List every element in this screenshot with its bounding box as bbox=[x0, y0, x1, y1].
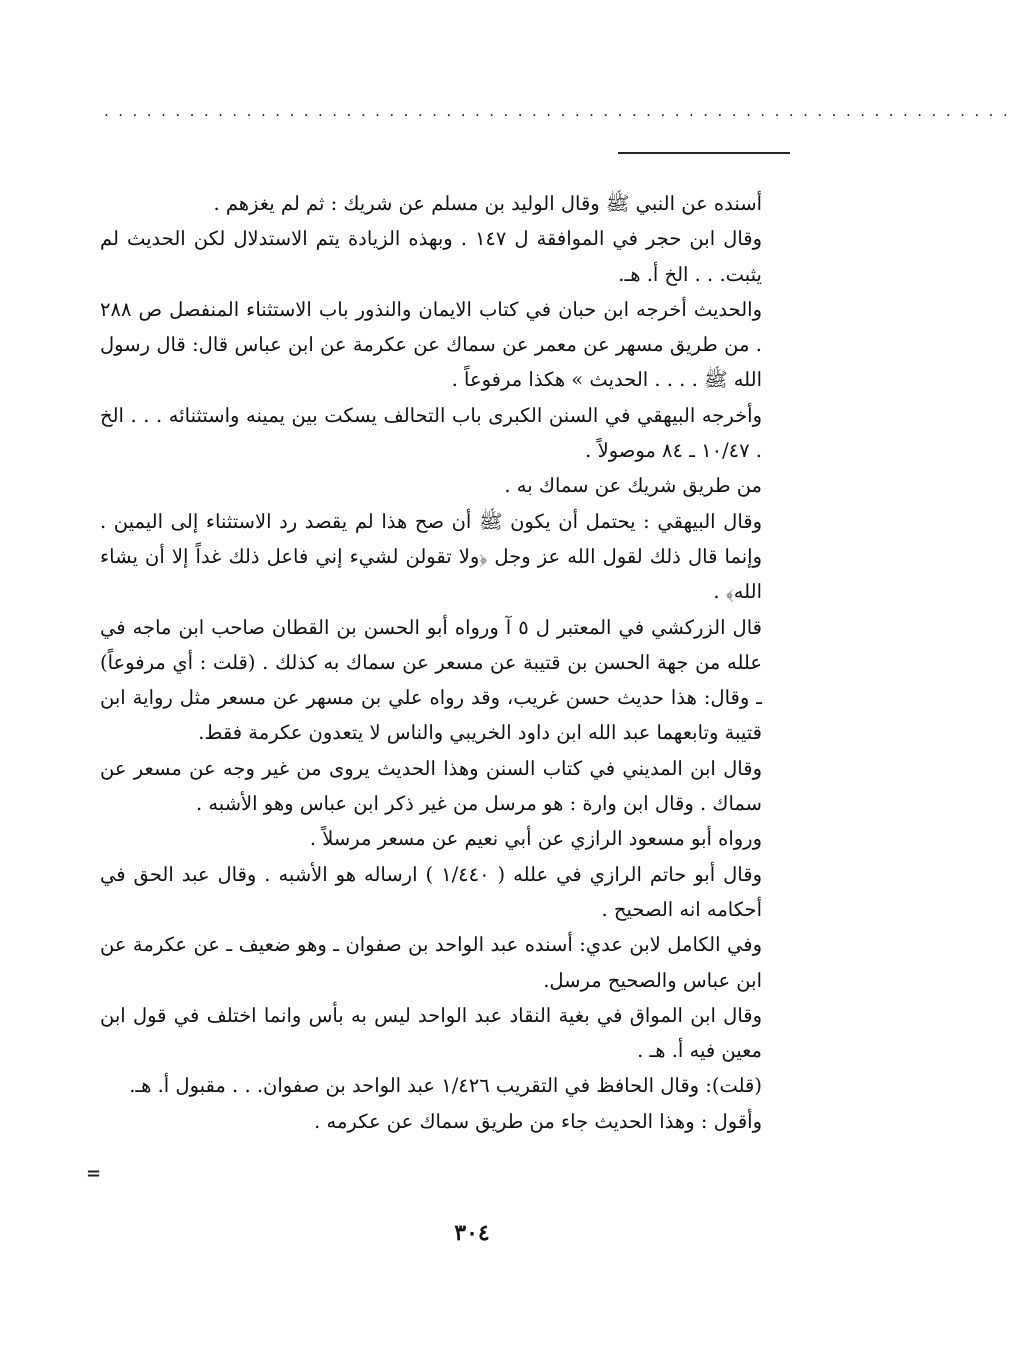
paragraph-14: وأقول : وهذا الحديث جاء من طريق سماك عن عكرمه . bbox=[314, 1109, 762, 1133]
footnote-body bbox=[100, 186, 762, 1139]
paragraph-3: والحديث أخرجه ابن حبان في كتاب الايمان والنذور باب الاستثناء المنفصل ص ٢٨٨ . من طريق مسهر عن معمر عن سماك عن عكرمة عن ابن عباس قال: قال رسول الله ﷺ . . . . الحديث » هكذا مرفوعاً . bbox=[100, 297, 762, 392]
paragraph-13: (قلت): وقال الحافظ في التقريب ١/٤٢٦ عبد الواحد بن صفوان. . . مقبول أ. هـ. bbox=[129, 1074, 762, 1098]
paragraph-1: أسنده عن النبي ﷺ وقال الوليد بن مسلم عن شريك : ثم لم يغزهم . bbox=[213, 192, 762, 215]
paragraph-7: قال الزركشي في المعتبر ل ٥ آ ورواه أبو الحسن بن القطان صاحب ابن ماجه في علله من جهة الحسن بن قتيبة عن مسعر عن سماك به كذلك . (قلت : أي مرفوعاً) ـ وقال: هذا حديث حسن غريب، وقد رواه علي بن مسهر عن مسعر مثل رواية ابن قتيبة وتابعهما عبد الله ابن داود الخريبي والناس لا يتعدون عكرمة فقط. bbox=[100, 615, 762, 745]
paragraph-10: وقال أبو حاتم الرازي في علله ( ١/٤٤٠ ) ارساله هو الأشبه . وقال عبد الحق في أحكامه انه الصحيح . bbox=[100, 862, 762, 921]
page-number: ٣٠٤ bbox=[454, 1220, 490, 1246]
footnote-rule bbox=[618, 152, 790, 154]
paragraph-12: وقال ابن المواق في بغية النقاد عبد الواحد ليس به بأس وانما اختلف في قول ابن معين فيه أ. هـ . bbox=[100, 1003, 762, 1063]
paragraph-4: وأخرجه البيهقي في السنن الكبرى باب التحالف يسكت بين يمينه واستثنائه . . . الخ . ١٠/٤٧ ـ ٨٤ موصولاً . bbox=[100, 403, 762, 463]
paragraph-5: من طريق شريك عن سماك به . bbox=[504, 474, 762, 498]
paragraph-8: وقال ابن المديني في كتاب السنن وهذا الحديث يروى من غير وجه عن مسعر عن سماك . وقال ابن وارة : هو مرسل من غير ذكر ابن عباس وهو الأشبه . bbox=[100, 756, 762, 816]
paragraph-11: وفي الكامل لابن عدي: أسنده عبد الواحد بن صفوان ـ وهو ضعيف ـ عن عكرمة عن ابن عباس والصحيح مرسل. bbox=[100, 933, 762, 992]
paragraph-6: وقال البيهقي : يحتمل أن يكون ﷺ أن صح هذا لم يقصد رد الاستثناء إلى اليمين . وإنما قال ذلك لقول الله عز وجل ﴿ولا تقولن لشيء إني فاعل ذلك غداً إلا أن يشاء الله﴾ . bbox=[100, 509, 762, 604]
paragraph-2: وقال ابن حجر في الموافقة ل ١٤٧ . وبهذه الزيادة يتم الاستدلال لكن الحديث لم يثبت. . . الخ أ. هـ. bbox=[100, 227, 762, 286]
paragraph-9: ورواه أبو مسعود الرازي عن أبي نعيم عن مسعر مرسلاً . bbox=[309, 827, 762, 851]
margin-mark: = bbox=[86, 1163, 102, 1184]
dotted-separator: ................................................................ bbox=[104, 102, 1017, 120]
